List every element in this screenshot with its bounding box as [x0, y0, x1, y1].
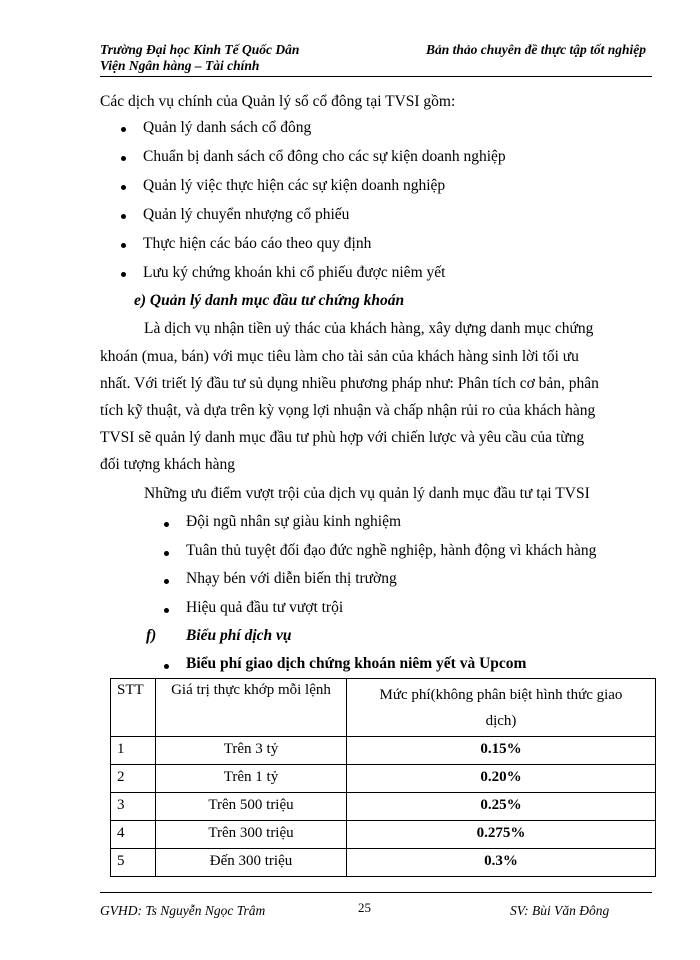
- bullet-icon: [164, 579, 169, 584]
- row-value: Đến 300 triệu: [156, 849, 347, 877]
- bullet-icon: [121, 185, 126, 190]
- list-item: Nhạy bén với diễn biến thị trường: [186, 570, 397, 587]
- list-item: Quản lý việc thực hiện các sự kiện doanh nghiệp: [143, 177, 446, 194]
- footer-student: SV: Bùi Văn Đông: [510, 903, 610, 918]
- header-doc-title: Bản thảo chuyên đề thực tập tốt nghiệp: [426, 42, 646, 57]
- header-institute: Viện Ngân hàng – Tài chính: [100, 58, 260, 73]
- bullet-icon: [121, 156, 126, 161]
- bullet-icon: [121, 272, 126, 277]
- table-row: [111, 765, 656, 793]
- section-f-subheading: Biểu phí giao dịch chứng khoán niêm yết và Upcom: [186, 655, 527, 672]
- list-item: Quản lý chuyển nhượng cổ phiếu: [143, 206, 350, 223]
- bullet-icon: [164, 551, 169, 556]
- bullet-icon: [164, 522, 169, 527]
- bullet-icon: [164, 664, 169, 669]
- paragraph-line: nhất. Với triết lý đầu tư sủ dụng nhiều phương pháp như: Phân tích cơ bản, phân: [100, 375, 599, 392]
- bullet-icon: [121, 243, 126, 248]
- header-value: Giá trị thực khớp mỗi lệnh: [156, 679, 347, 737]
- header-fee-line2: dịch): [485, 713, 517, 729]
- advantages-intro: Những ưu điểm vượt trội của dịch vụ quản lý danh mục đầu tư tại TVSI: [144, 485, 590, 502]
- row-stt: 3: [111, 793, 156, 821]
- header-fee-line1: Mức phí(không phân biệt hình thức giao: [379, 687, 623, 703]
- services-intro: Các dịch vụ chính của Quản lý sổ cổ đông tại TVSI gồm:: [100, 93, 456, 110]
- row-value: Trên 500 triệu: [156, 793, 347, 821]
- header-school: Trường Đại học Kinh Tế Quốc Dân: [100, 42, 300, 57]
- row-stt: 4: [111, 821, 156, 849]
- bullet-icon: [164, 608, 169, 613]
- row-stt: 5: [111, 849, 156, 877]
- list-item: Quản lý danh sách cổ đông: [143, 119, 312, 136]
- row-fee: 0.20%: [347, 765, 656, 793]
- table-row: [111, 793, 656, 821]
- section-f-label: f): [146, 627, 157, 644]
- paragraph-line: tích kỹ thuật, và dựa trên kỳ vọng lợi nhuận và chấp nhận rủi ro của khách hàng: [100, 402, 596, 419]
- footer-rule: [100, 892, 652, 893]
- row-value: Trên 1 tỷ: [156, 765, 347, 793]
- list-item: Thực hiện các báo cáo theo quy định: [143, 235, 372, 252]
- header-stt: STT: [111, 679, 156, 737]
- paragraph-line: khoán (mua, bán) với mục tiêu làm cho tài sản của khách hàng sinh lời tối ưu: [100, 348, 579, 365]
- footer-advisor: GVHD: Ts Nguyễn Ngọc Trâm: [100, 903, 266, 918]
- page-number: 25: [358, 900, 371, 915]
- row-fee: 0.15%: [347, 737, 656, 765]
- paragraph-line: Là dịch vụ nhận tiền uỷ thác của khách hàng, xây dựng danh mục chứng: [144, 320, 594, 337]
- list-item: Chuẩn bị danh sách cổ đông cho các sự kiện doanh nghiệp: [143, 148, 506, 165]
- paragraph-line: đối tượng khách hàng: [100, 456, 235, 473]
- bullet-icon: [121, 127, 126, 132]
- header-fee: [347, 679, 656, 737]
- list-item: Hiệu quả đầu tư vượt trội: [186, 599, 344, 616]
- row-stt: 2: [111, 765, 156, 793]
- bullet-icon: [121, 214, 126, 219]
- row-stt: 1: [111, 737, 156, 765]
- list-item: Tuân thủ tuyệt đối đạo đức nghề nghiệp, hành động vì khách hàng: [186, 542, 597, 559]
- table-row: [111, 849, 656, 877]
- table-row: [111, 737, 656, 765]
- row-fee: 0.3%: [347, 849, 656, 877]
- table-row: [111, 821, 656, 849]
- list-item: Đội ngũ nhân sự giàu kinh nghiệm: [186, 513, 402, 530]
- row-fee: 0.25%: [347, 793, 656, 821]
- row-value: Trên 300 triệu: [156, 821, 347, 849]
- section-f-heading: Biểu phí dịch vụ: [186, 627, 292, 644]
- section-e-heading: e) Quản lý danh mục đầu tư chứng khoán: [134, 292, 405, 309]
- list-item: Lưu ký chứng khoán khi cổ phiếu được niêm yết: [143, 264, 446, 281]
- row-fee: 0.275%: [347, 821, 656, 849]
- paragraph-line: TVSI sẽ quản lý danh mục đầu tư phù hợp với chiến lược và yêu cầu của từng: [100, 429, 585, 446]
- row-value: Trên 3 tỷ: [156, 737, 347, 765]
- fee-table: [110, 678, 656, 877]
- table-header-row: [111, 679, 656, 737]
- header-rule: [100, 76, 652, 77]
